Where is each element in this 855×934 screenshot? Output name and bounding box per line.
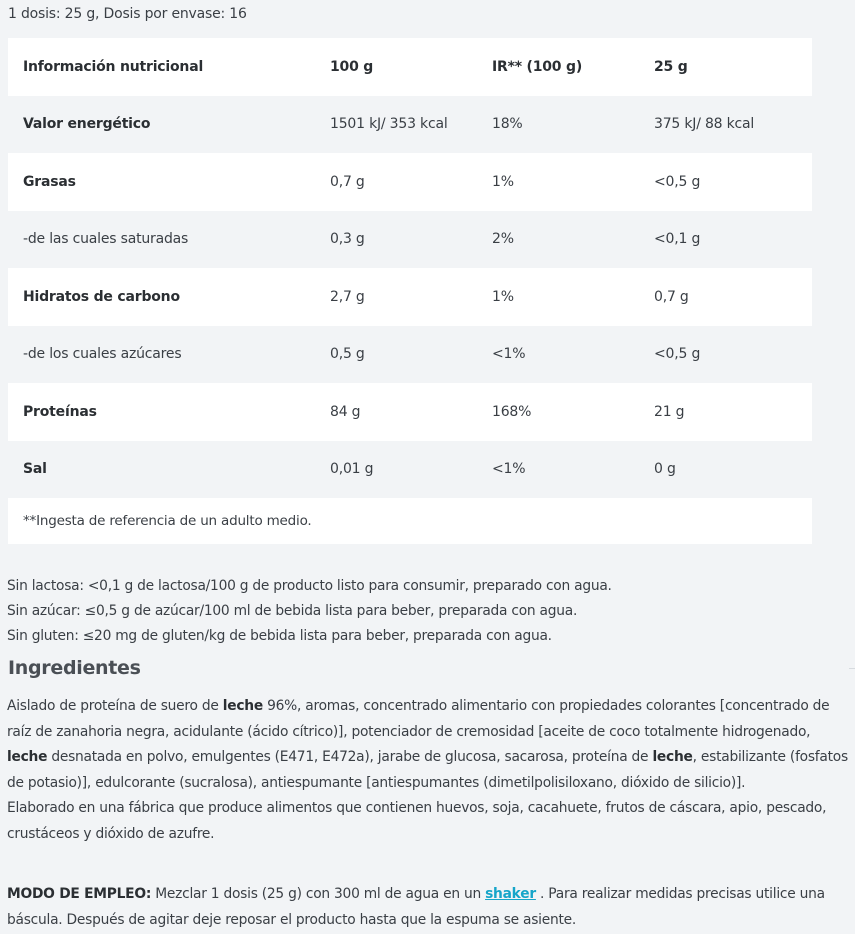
row-name: -de las cuales saturadas xyxy=(23,231,189,248)
usage-instructions xyxy=(7,881,853,933)
ingredients-part: 96%, aromas, concentrado alimentario con propiedades colorantes [concentrado de raíz de zanahoria negra, acidulante (ácido cítrico)], potenciador de cremosidad [aceite de coco totalmente hidrogenado, xyxy=(7,698,830,740)
table-row xyxy=(8,153,812,211)
row-per25: 0,7 g xyxy=(654,288,689,305)
row-per25: <0,1 g xyxy=(654,231,701,248)
table-row xyxy=(8,326,812,384)
row-per100: 84 g xyxy=(330,403,361,420)
allergen-milk: leche xyxy=(222,698,263,714)
serving-info: 1 dosis: 25 g, Dosis por envase: 16 xyxy=(8,6,247,22)
allergen-milk: leche xyxy=(652,749,693,765)
row-ir: <1% xyxy=(492,461,526,478)
usage-text: Mezclar 1 dosis (25 g) con 300 ml de agua en un xyxy=(151,886,486,902)
allergen-milk: leche xyxy=(7,749,48,765)
claim-lactose: Sin lactosa: <0,1 g de lactosa/100 g de producto listo para consumir, preparado con agua. xyxy=(7,578,612,594)
row-per100: 2,7 g xyxy=(330,288,365,305)
ingredients-part: Aislado de proteína de suero de xyxy=(7,698,223,714)
row-name: Sal xyxy=(23,461,47,478)
ingredients-part: desnatada en polvo, emulgentes (E471, E472a), jarabe de glucosa, sacarosa, proteína de xyxy=(47,749,653,765)
nutrition-table xyxy=(8,38,812,544)
row-ir: <1% xyxy=(492,346,526,363)
row-per25: 375 kJ/ 88 kcal xyxy=(654,116,755,133)
divider xyxy=(849,668,855,669)
row-name: Grasas xyxy=(23,173,76,190)
usage-label: MODO DE EMPLEO: xyxy=(7,886,152,902)
dietary-claims xyxy=(7,574,612,649)
row-per25: 21 g xyxy=(654,403,685,420)
row-per25: 0 g xyxy=(654,461,676,478)
row-ir: 1% xyxy=(492,288,514,305)
row-per25: <0,5 g xyxy=(654,173,701,190)
row-per100: 0,3 g xyxy=(330,231,365,248)
shaker-link[interactable]: shaker xyxy=(485,886,536,902)
ingredients-text xyxy=(7,694,853,847)
ingredients-part: , estabilizante (fosfatos de potasio)], edulcorante (sucralosa), antiespumante [antiespumantes (dimetilpolisiloxano, dióxido de silicio)]. xyxy=(7,749,848,791)
row-per100: 0,01 g xyxy=(330,461,374,478)
table-row xyxy=(8,211,812,269)
row-name: Valor energético xyxy=(23,116,151,133)
usage-text: . Para realizar medidas precisas utilice una báscula. Después de agitar deje reposar el producto hasta que la espuma se asiente. xyxy=(7,886,825,928)
header-per-100g: 100 g xyxy=(330,58,374,75)
table-row xyxy=(8,96,812,154)
table-row xyxy=(8,383,812,441)
table-footnote-row xyxy=(8,498,812,544)
header-reference-intake: IR** (100 g) xyxy=(492,58,583,75)
table-row xyxy=(8,441,812,499)
claim-gluten: Sin gluten: ≤20 mg de gluten/kg de bebida lista para beber, preparada con agua. xyxy=(7,628,552,644)
row-per25: <0,5 g xyxy=(654,346,701,363)
header-per-25g: 25 g xyxy=(654,58,688,75)
ingredients-heading: Ingredientes xyxy=(8,657,141,679)
row-per100: 0,5 g xyxy=(330,346,365,363)
row-name: Proteínas xyxy=(23,403,97,420)
claim-sugar: Sin azúcar: ≤0,5 g de azúcar/100 ml de bebida lista para beber, preparada con agua. xyxy=(7,603,578,619)
row-ir: 18% xyxy=(492,116,523,133)
row-ir: 1% xyxy=(492,173,514,190)
table-header-row xyxy=(8,38,812,96)
table-footnote: **Ingesta de referencia de un adulto medio. xyxy=(23,513,312,529)
row-ir: 168% xyxy=(492,403,532,420)
row-ir: 2% xyxy=(492,231,514,248)
allergen-warning: Elaborado en una fábrica que produce alimentos que contienen huevos, soja, cacahuete, frutos de cáscara, apio, pescado, crustáceos y dióxido de azufre. xyxy=(7,800,827,842)
row-per100: 0,7 g xyxy=(330,173,365,190)
row-name: -de los cuales azúcares xyxy=(23,346,182,363)
header-nutrition-info: Información nutricional xyxy=(23,58,204,75)
table-row xyxy=(8,268,812,326)
row-per100: 1501 kJ/ 353 kcal xyxy=(330,116,448,133)
row-name: Hidratos de carbono xyxy=(23,288,180,305)
ingredients-list xyxy=(7,694,853,796)
